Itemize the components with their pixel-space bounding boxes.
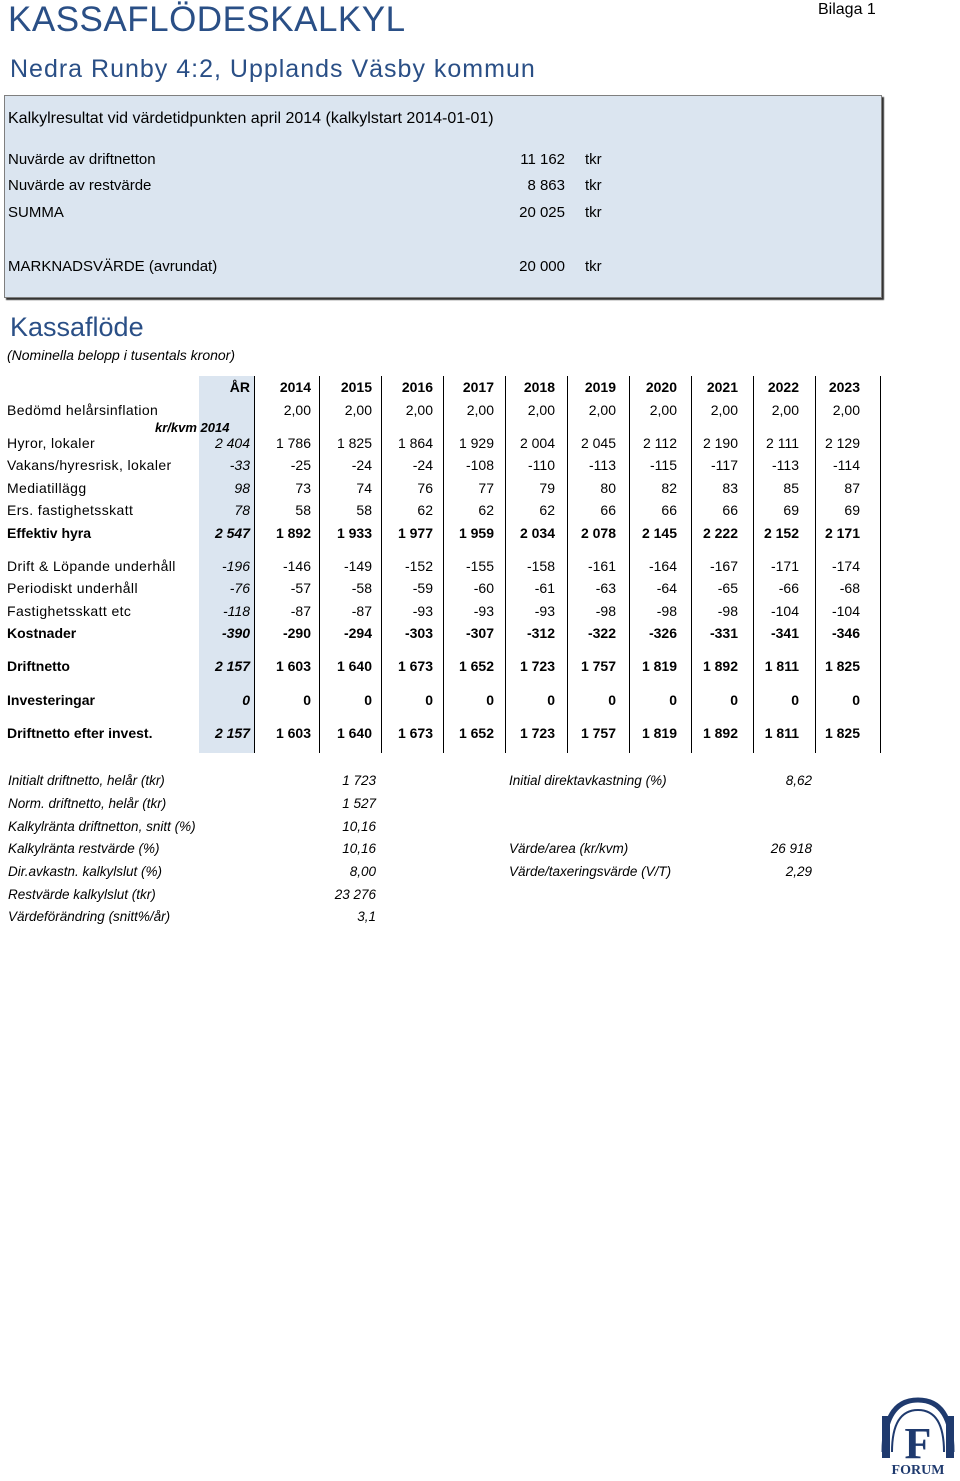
value-cell: 62 — [539, 502, 555, 519]
value-cell: 79 — [539, 479, 555, 496]
value-cell: 2,00 — [283, 401, 311, 418]
table-row — [4, 432, 864, 454]
value-cell: -87 — [290, 602, 311, 619]
row-label — [4, 376, 202, 398]
value-cell: 0 — [547, 691, 555, 708]
value-cell: 82 — [661, 479, 677, 496]
spacer-row — [4, 711, 864, 722]
value-cell: 76 — [417, 479, 433, 496]
value-cell: 1 652 — [458, 725, 494, 742]
key-figure-label: Kalkylränta driftnetton, snitt (%) — [8, 819, 196, 834]
value-cell: 2 078 — [580, 524, 616, 541]
value-cell: 2 045 — [580, 434, 616, 451]
key-figure-label: Initialt driftnetto, helår (tkr) — [8, 773, 165, 788]
value-cell: 1 825 — [336, 434, 372, 451]
value-cell: -331 — [709, 625, 738, 642]
value-cell: -146 — [282, 557, 311, 574]
row-label: Driftnetto efter invest. — [7, 725, 153, 742]
value-cell: -113 — [772, 457, 799, 474]
value-cell: -65 — [717, 580, 738, 597]
value-cell: 1 673 — [397, 725, 433, 742]
value-cell: 1 640 — [336, 725, 372, 742]
summary-value: 11 162 — [520, 151, 565, 168]
value-cell: 1 959 — [458, 524, 494, 541]
value-cell: 66 — [722, 502, 738, 519]
table-row — [4, 622, 864, 644]
value-cell: -155 — [465, 557, 494, 574]
value-cell: 1 723 — [519, 725, 555, 742]
cashflow-title: Kassaflöde — [10, 312, 144, 342]
year-cell: 2016 — [401, 379, 433, 396]
value-cell: -60 — [473, 580, 494, 597]
value-cell: -93 — [412, 602, 433, 619]
kvm-cell: 0 — [242, 691, 250, 708]
value-cell: -63 — [595, 580, 616, 597]
year-cell: 2015 — [340, 379, 372, 396]
table-row — [4, 722, 864, 744]
kvm-cell: -76 — [229, 580, 250, 597]
spacer-row — [4, 544, 864, 555]
value-cell: -61 — [534, 580, 555, 597]
key-figure-value: 10,16 — [342, 841, 376, 856]
value-cell: -24 — [351, 457, 372, 474]
table-row — [4, 477, 864, 499]
value-cell: 0 — [669, 691, 677, 708]
summary-unit: tkr — [585, 151, 602, 168]
row-label: Fastighetsskatt etc — [7, 602, 132, 619]
value-cell: 1 825 — [824, 725, 860, 742]
value-cell: -98 — [717, 602, 738, 619]
value-cell: 1 933 — [336, 524, 372, 541]
kvm-cell: 78 — [234, 502, 250, 519]
row-label: Vakans/hyresrisk, lokaler — [7, 457, 172, 474]
kvm-cell — [202, 398, 254, 420]
year-cell: 2022 — [767, 379, 799, 396]
value-cell: -167 — [709, 557, 738, 574]
row-label: Mediatillägg — [7, 479, 87, 496]
value-cell: 1 811 — [764, 725, 799, 742]
summary-unit: tkr — [585, 204, 602, 221]
value-cell: 77 — [478, 479, 494, 496]
key-figure-value: 2,29 — [785, 864, 812, 879]
row-label: Effektiv hyra — [7, 524, 92, 541]
value-cell: 0 — [852, 691, 860, 708]
key-figure-label: Värde/area (kr/kvm) — [509, 841, 629, 856]
value-cell: 1 977 — [397, 524, 433, 541]
kvm-cell: 98 — [234, 479, 250, 496]
summary-heading: Kalkylresultat vid värdetidpunkten april 2014 (kalkylstart 2014-01-01) — [8, 110, 494, 127]
summary-label: SUMMA — [8, 204, 64, 221]
summary-value: 20 025 — [519, 204, 565, 221]
year-header-row — [4, 376, 864, 398]
cashflow-table — [4, 376, 864, 744]
value-cell: 1 864 — [397, 434, 433, 451]
value-cell: -58 — [351, 580, 372, 597]
value-cell: 1 723 — [519, 658, 555, 675]
value-cell: -322 — [587, 625, 616, 642]
value-cell: 80 — [600, 479, 616, 496]
value-cell: 2,00 — [832, 401, 860, 418]
value-cell: 2,00 — [527, 401, 555, 418]
row-label: Investeringar — [7, 691, 95, 708]
value-cell: -149 — [343, 557, 372, 574]
table-row — [4, 521, 864, 543]
summary-label: Nuvärde av restvärde — [8, 177, 152, 194]
kvm-cell: 2 547 — [214, 524, 250, 541]
value-cell: 62 — [417, 502, 433, 519]
value-cell: 2 152 — [763, 524, 799, 541]
value-cell: 0 — [303, 691, 311, 708]
row-label: Bedömd helårsinflation — [7, 401, 159, 418]
key-figure-value: 26 918 — [770, 841, 812, 856]
value-cell: 66 — [600, 502, 616, 519]
year-cell: 2014 — [279, 379, 311, 396]
spacer-cell — [4, 711, 864, 722]
value-cell: 1 819 — [641, 658, 677, 675]
value-cell: 1 892 — [702, 658, 738, 675]
table-row — [4, 398, 864, 420]
value-cell: 87 — [844, 479, 860, 496]
value-cell: 0 — [425, 691, 433, 708]
summary-unit: tkr — [585, 258, 602, 275]
value-cell: 1 811 — [764, 658, 799, 675]
table-row — [4, 555, 864, 577]
value-cell: 0 — [364, 691, 372, 708]
value-cell: 2 004 — [519, 434, 555, 451]
value-cell: -114 — [833, 457, 860, 474]
value-cell: -98 — [595, 602, 616, 619]
value-cell: 2,00 — [405, 401, 433, 418]
document-title: KASSAFLÖDESKALKYL — [8, 0, 406, 39]
value-cell: 2,00 — [771, 401, 799, 418]
value-cell: -341 — [770, 625, 799, 642]
value-cell: -108 — [465, 457, 494, 474]
year-cell: 2020 — [645, 379, 677, 396]
value-cell: -326 — [648, 625, 677, 642]
value-cell: 0 — [791, 691, 799, 708]
year-cell: 2018 — [523, 379, 555, 396]
kvm-cell: 2 157 — [214, 658, 250, 675]
value-cell: 2 111 — [766, 434, 799, 451]
key-figure-label: Norm. driftnetto, helår (tkr) — [8, 796, 167, 811]
value-cell: 1 757 — [580, 725, 616, 742]
value-cell: -110 — [528, 457, 555, 474]
year-cell: 2017 — [462, 379, 494, 396]
value-cell: 0 — [730, 691, 738, 708]
value-cell: -307 — [465, 625, 494, 642]
value-cell: -59 — [412, 580, 433, 597]
value-cell: 0 — [486, 691, 494, 708]
value-cell: -113 — [589, 457, 616, 474]
row-label: Periodiskt underhåll — [7, 580, 138, 597]
value-cell: -104 — [770, 602, 799, 619]
value-cell: -161 — [587, 557, 616, 574]
value-cell: 2 145 — [641, 524, 677, 541]
table-row — [4, 689, 864, 711]
spacer-cell — [4, 544, 864, 555]
key-figure-value: 1 527 — [342, 796, 376, 811]
value-cell: -64 — [656, 580, 677, 597]
value-cell: -303 — [404, 625, 433, 642]
key-figure-value: 8,00 — [349, 864, 376, 879]
value-cell: 2 190 — [702, 434, 738, 451]
value-cell: -87 — [351, 602, 372, 619]
value-cell: -164 — [648, 557, 677, 574]
kvm-cell: -390 — [221, 625, 250, 642]
kvm-cell: 2 404 — [214, 434, 250, 451]
value-cell: 1 652 — [458, 658, 494, 675]
spacer-cell — [4, 678, 864, 689]
cashflow-note: (Nominella belopp i tusentals kronor) — [7, 347, 235, 363]
value-cell: 2,00 — [466, 401, 494, 418]
value-cell: 1 892 — [702, 725, 738, 742]
value-cell: 1 673 — [397, 658, 433, 675]
kvm-cell: -118 — [223, 602, 250, 619]
value-cell: -346 — [831, 625, 860, 642]
value-cell: -93 — [534, 602, 555, 619]
value-cell: 1 892 — [275, 524, 311, 541]
year-cell: 2021 — [706, 379, 738, 396]
value-cell: 2 129 — [824, 434, 860, 451]
value-cell: 62 — [478, 502, 494, 519]
key-figure-value: 3,1 — [357, 909, 376, 924]
value-cell: -115 — [650, 457, 677, 474]
value-cell: 58 — [295, 502, 311, 519]
summary-value: 20 000 — [519, 258, 565, 275]
value-cell: 0 — [608, 691, 616, 708]
key-figure-label: Initial direktavkastning (%) — [509, 773, 667, 788]
value-cell: 2,00 — [588, 401, 616, 418]
logo-text: FORUM — [891, 1463, 945, 1477]
table-row — [4, 655, 864, 677]
value-cell: 1 929 — [458, 434, 494, 451]
value-cell: 83 — [722, 479, 738, 496]
table-row — [4, 499, 864, 521]
row-label: Drift & Löpande underhåll — [7, 557, 176, 574]
value-cell: 58 — [356, 502, 372, 519]
kvm-cell: 2 157 — [214, 725, 250, 742]
spacer-row — [4, 421, 864, 432]
value-cell: 2 034 — [519, 524, 555, 541]
row-label: Driftnetto — [7, 658, 70, 675]
appendix-label: Bilaga 1 — [818, 1, 876, 18]
value-cell: -174 — [831, 557, 860, 574]
spacer-cell — [4, 421, 864, 432]
kvm-cell: -196 — [221, 557, 250, 574]
spacer-row — [4, 678, 864, 689]
value-cell: -25 — [290, 457, 311, 474]
value-cell: 1 603 — [275, 658, 311, 675]
value-cell: 2,00 — [649, 401, 677, 418]
value-cell: 1 819 — [641, 725, 677, 742]
row-label: Ers. fastighetsskatt — [7, 502, 134, 519]
row-label: Hyror, lokaler — [7, 434, 96, 451]
value-cell: -24 — [412, 457, 433, 474]
key-figure-label: Dir.avkastn. kalkylslut (%) — [8, 864, 163, 879]
property-subtitle: Nedra Runby 4:2, Upplands Väsby kommun — [10, 55, 536, 83]
value-cell: -66 — [778, 580, 799, 597]
key-figure-value: 23 276 — [334, 887, 376, 902]
value-cell: -290 — [282, 625, 311, 642]
value-cell: 85 — [783, 479, 799, 496]
logo-letter: F — [904, 1419, 932, 1468]
forum-logo — [878, 1392, 958, 1477]
value-cell: 2,00 — [710, 401, 738, 418]
value-cell: 2 171 — [824, 524, 860, 541]
value-cell: 66 — [661, 502, 677, 519]
value-cell: 2 222 — [702, 524, 738, 541]
value-cell: -171 — [770, 557, 799, 574]
value-cell: 2,00 — [344, 401, 372, 418]
key-figure-value: 10,16 — [342, 819, 376, 834]
row-label: Kostnader — [7, 625, 77, 642]
value-cell: -312 — [526, 625, 555, 642]
value-cell: -152 — [404, 557, 433, 574]
summary-label: Nuvärde av driftnetton — [8, 151, 156, 168]
spacer-row — [4, 644, 864, 655]
value-cell: 73 — [295, 479, 311, 496]
value-cell: 74 — [356, 479, 372, 496]
value-cell: -93 — [473, 602, 494, 619]
value-cell: 1 603 — [275, 725, 311, 742]
year-cell: 2019 — [584, 379, 616, 396]
value-cell: -98 — [656, 602, 677, 619]
key-figure-label: Restvärde kalkylslut (tkr) — [8, 887, 156, 902]
value-cell: -294 — [343, 625, 372, 642]
value-cell: -158 — [526, 557, 555, 574]
kvm-label: kr/kvm 2014 — [155, 420, 230, 435]
key-figure-label: Värdeförändring (snitt%/år) — [8, 909, 171, 924]
value-cell: 1 757 — [580, 658, 616, 675]
kvm-cell: -33 — [229, 457, 250, 474]
year-label: ÅR — [229, 379, 250, 396]
value-cell: 2 112 — [643, 434, 677, 451]
key-figure-value: 8,62 — [785, 773, 812, 788]
value-cell: 1 786 — [275, 434, 311, 451]
value-cell: -68 — [839, 580, 860, 597]
column-divider — [880, 376, 881, 753]
value-cell: 1 825 — [824, 658, 860, 675]
value-cell: 69 — [844, 502, 860, 519]
key-figure-label: Värde/taxeringsvärde (V/T) — [509, 864, 672, 879]
key-figure-label: Kalkylränta restvärde (%) — [8, 841, 160, 856]
value-cell: -104 — [831, 602, 860, 619]
value-cell: -117 — [711, 457, 738, 474]
spacer-cell — [4, 644, 864, 655]
value-cell: 69 — [783, 502, 799, 519]
value-cell: -57 — [290, 580, 311, 597]
summary-value: 8 863 — [527, 177, 565, 194]
year-cell: 2023 — [828, 379, 860, 396]
table-row — [4, 600, 864, 622]
summary-unit: tkr — [585, 177, 602, 194]
value-cell: 1 640 — [336, 658, 372, 675]
table-row — [4, 577, 864, 599]
key-figure-value: 1 723 — [342, 773, 376, 788]
summary-label: MARKNADSVÄRDE (avrundat) — [8, 258, 218, 275]
table-row — [4, 454, 864, 476]
